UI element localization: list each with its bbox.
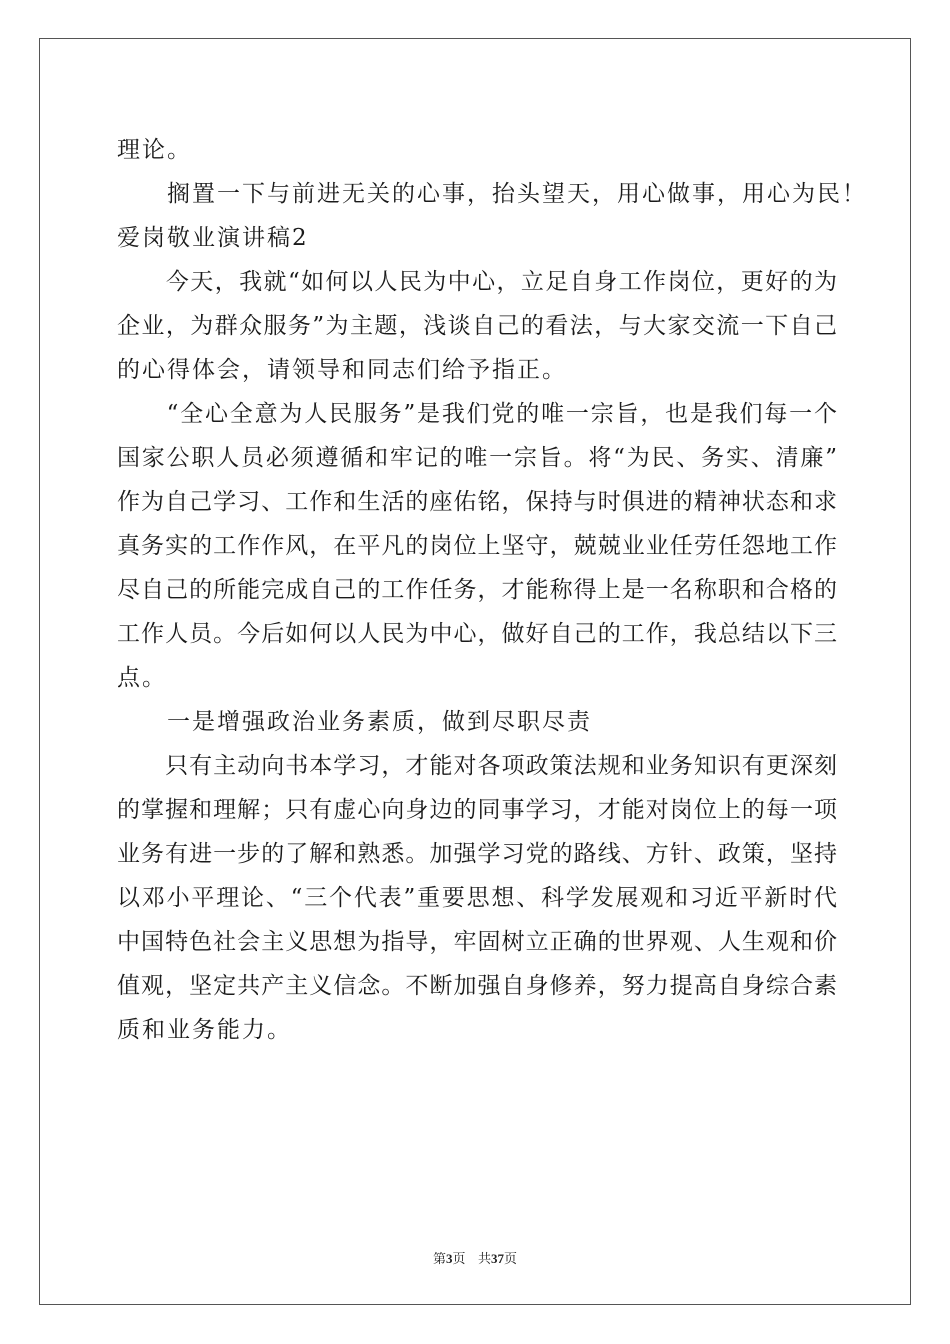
body-line: 的掌握和理解；只有虚心向身边的同事学习，才能对岗位上的每一项 (117, 797, 837, 823)
footer-page-unit: 页 (452, 1252, 466, 1267)
body-line: 工作人员。今后如何以人民为中心，做好自己的工作，我总结以下三 (117, 621, 837, 647)
total-pages: 37 (490, 1251, 504, 1266)
body-line: 质和业务能力。 (117, 1017, 292, 1043)
footer-prefix: 第 (433, 1252, 447, 1267)
page-footer (0, 1248, 950, 1267)
body-line: 尽自己的所能完成自己的工作任务，才能称得上是一名称职和合格的 (117, 577, 837, 603)
body-line: 的心得体会，请领导和同志们给予指正。 (117, 357, 567, 383)
body-line: 企业，为群众服务”为主题，浅谈自己的看法，与大家交流一下自己 (117, 313, 837, 339)
footer-total-unit: 页 (503, 1252, 517, 1267)
section-heading: 爱岗敬业演讲稿2 (117, 225, 309, 251)
document-body (117, 128, 867, 1052)
body-line: 真务实的工作作风，在平凡的岗位上坚守，兢兢业业任劳任怨地工作 (117, 533, 837, 559)
body-line: 以邓小平理论、“三个代表”重要思想、科学发展观和习近平新时代 (117, 885, 837, 911)
page-number: 3 (446, 1251, 453, 1266)
body-line: 业务有进一步的了解和熟悉。加强学习党的路线、方针、政策，坚持 (117, 841, 837, 867)
body-line: 中国特色社会主义思想为指导，牢固树立正确的世界观、人生观和价 (117, 929, 837, 955)
body-line: 只有主动向书本学习，才能对各项政策法规和业务知识有更深刻 (117, 753, 837, 779)
subheading-line: 一是增强政治业务素质，做到尽职尽责 (117, 709, 592, 735)
body-line: 作为自己学习、工作和生活的座佑铭，保持与时俱进的精神状态和求 (117, 489, 837, 515)
body-line: 值观，坚定共产主义信念。不断加强自身修养，努力提高自身综合素 (117, 973, 837, 999)
body-line: 搁置一下与前进无关的心事，抬头望天，用心做事，用心为民！ (117, 181, 867, 207)
body-line: 理论。 (117, 137, 192, 163)
footer-total-prefix: 共 (477, 1252, 491, 1267)
body-line: 点。 (117, 665, 167, 691)
body-line: 今天，我就“如何以人民为中心，立足自身工作岗位，更好的为 (117, 269, 837, 295)
body-line: “全心全意为人民服务”是我们党的唯一宗旨，也是我们每一个 (117, 401, 837, 427)
body-line: 国家公职人员必须遵循和牢记的唯一宗旨。将“为民、务实、清廉” (117, 445, 837, 471)
